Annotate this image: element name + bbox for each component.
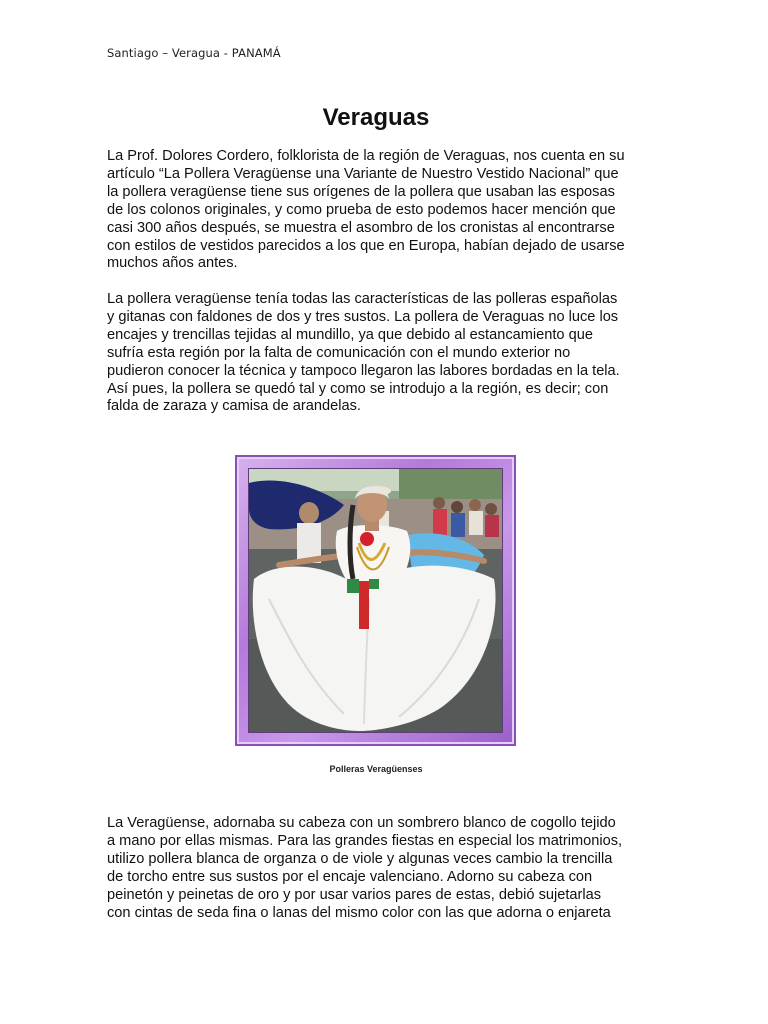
paragraph-line: La Veragüense, adornaba su cabeza con un sombrero blanco de cogollo tejido [107, 815, 616, 831]
paragraph-line: de los colonos originales, y como prueba de esto podemos hacer mención que [107, 201, 616, 218]
page-header: Santiago – Veragua - PANAMÁ [107, 46, 281, 60]
paragraph-3 [107, 815, 647, 922]
paragraph-line: falda de zaraza y camisa de arandelas. [107, 398, 361, 415]
paragraph-line: sufría esta región por la falta de comunicación con el mundo exterior no [107, 344, 571, 361]
paragraph-line: con estilos de vestidos parecidos a los que en Europa, habían dejado de usarse [107, 237, 625, 254]
paragraph-line: utilizo pollera blanca de organza o de viole y algunas veces cambio la trencilla [107, 850, 613, 867]
paragraph-line: Así pues, la pollera se quedó tal y como se introdujo a la región, es decir; con [107, 380, 609, 397]
paragraph-2 [107, 291, 647, 416]
dancer-photo-illustration [249, 469, 502, 732]
paragraph-line: y gitanas con faldones de dos y tres sustos. La pollera de Veraguas no luce los [107, 308, 619, 325]
paragraph-line: casi 300 años después, se muestra el asombro de los cronistas al encontrarse [107, 219, 615, 236]
photo-frame [235, 455, 516, 746]
paragraph-line: de torcho entre sus sustos por el encaje valenciano. Adorno su cabeza con [107, 868, 593, 885]
paragraph-line: La Prof. Dolores Cordero, folklorista de la región de Veraguas, nos cuenta en su [107, 148, 625, 164]
paragraph-line: con cintas de seda fina o lanas del mismo color con las que adorna o enjareta [107, 904, 611, 921]
paragraph-line: pudieron conocer la técnica y tampoco llegaron las labores bordadas en la tela. [107, 362, 620, 379]
paragraph-line: a mano por ellas mismas. Para las grandes fiestas en especial los matrimonios, [107, 832, 623, 849]
dancer-photo [249, 469, 502, 732]
paragraph-line: la pollera veragüense tiene sus orígenes de la pollera que usaban las esposas [107, 183, 615, 200]
figure-caption: Polleras Veragüenses [329, 764, 423, 774]
paragraph-line: peinetón y peinetas de oro y por usar varios pares de estas, debió sujetarlas [107, 886, 602, 903]
document-title: Veraguas [322, 104, 430, 131]
paragraph-line: muchos años antes. [107, 255, 238, 272]
paragraph-line: encajes y trencillas tejidas al mundillo, ya que debido al estancamiento que [107, 326, 593, 343]
paragraph-line: La pollera veragüense tenía todas las características de las polleras españolas [107, 291, 618, 307]
paragraph-1 [107, 148, 647, 273]
paragraph-line: artículo “La Pollera Veragüense una Variante de Nuestro Vestido Nacional” que [107, 165, 619, 182]
